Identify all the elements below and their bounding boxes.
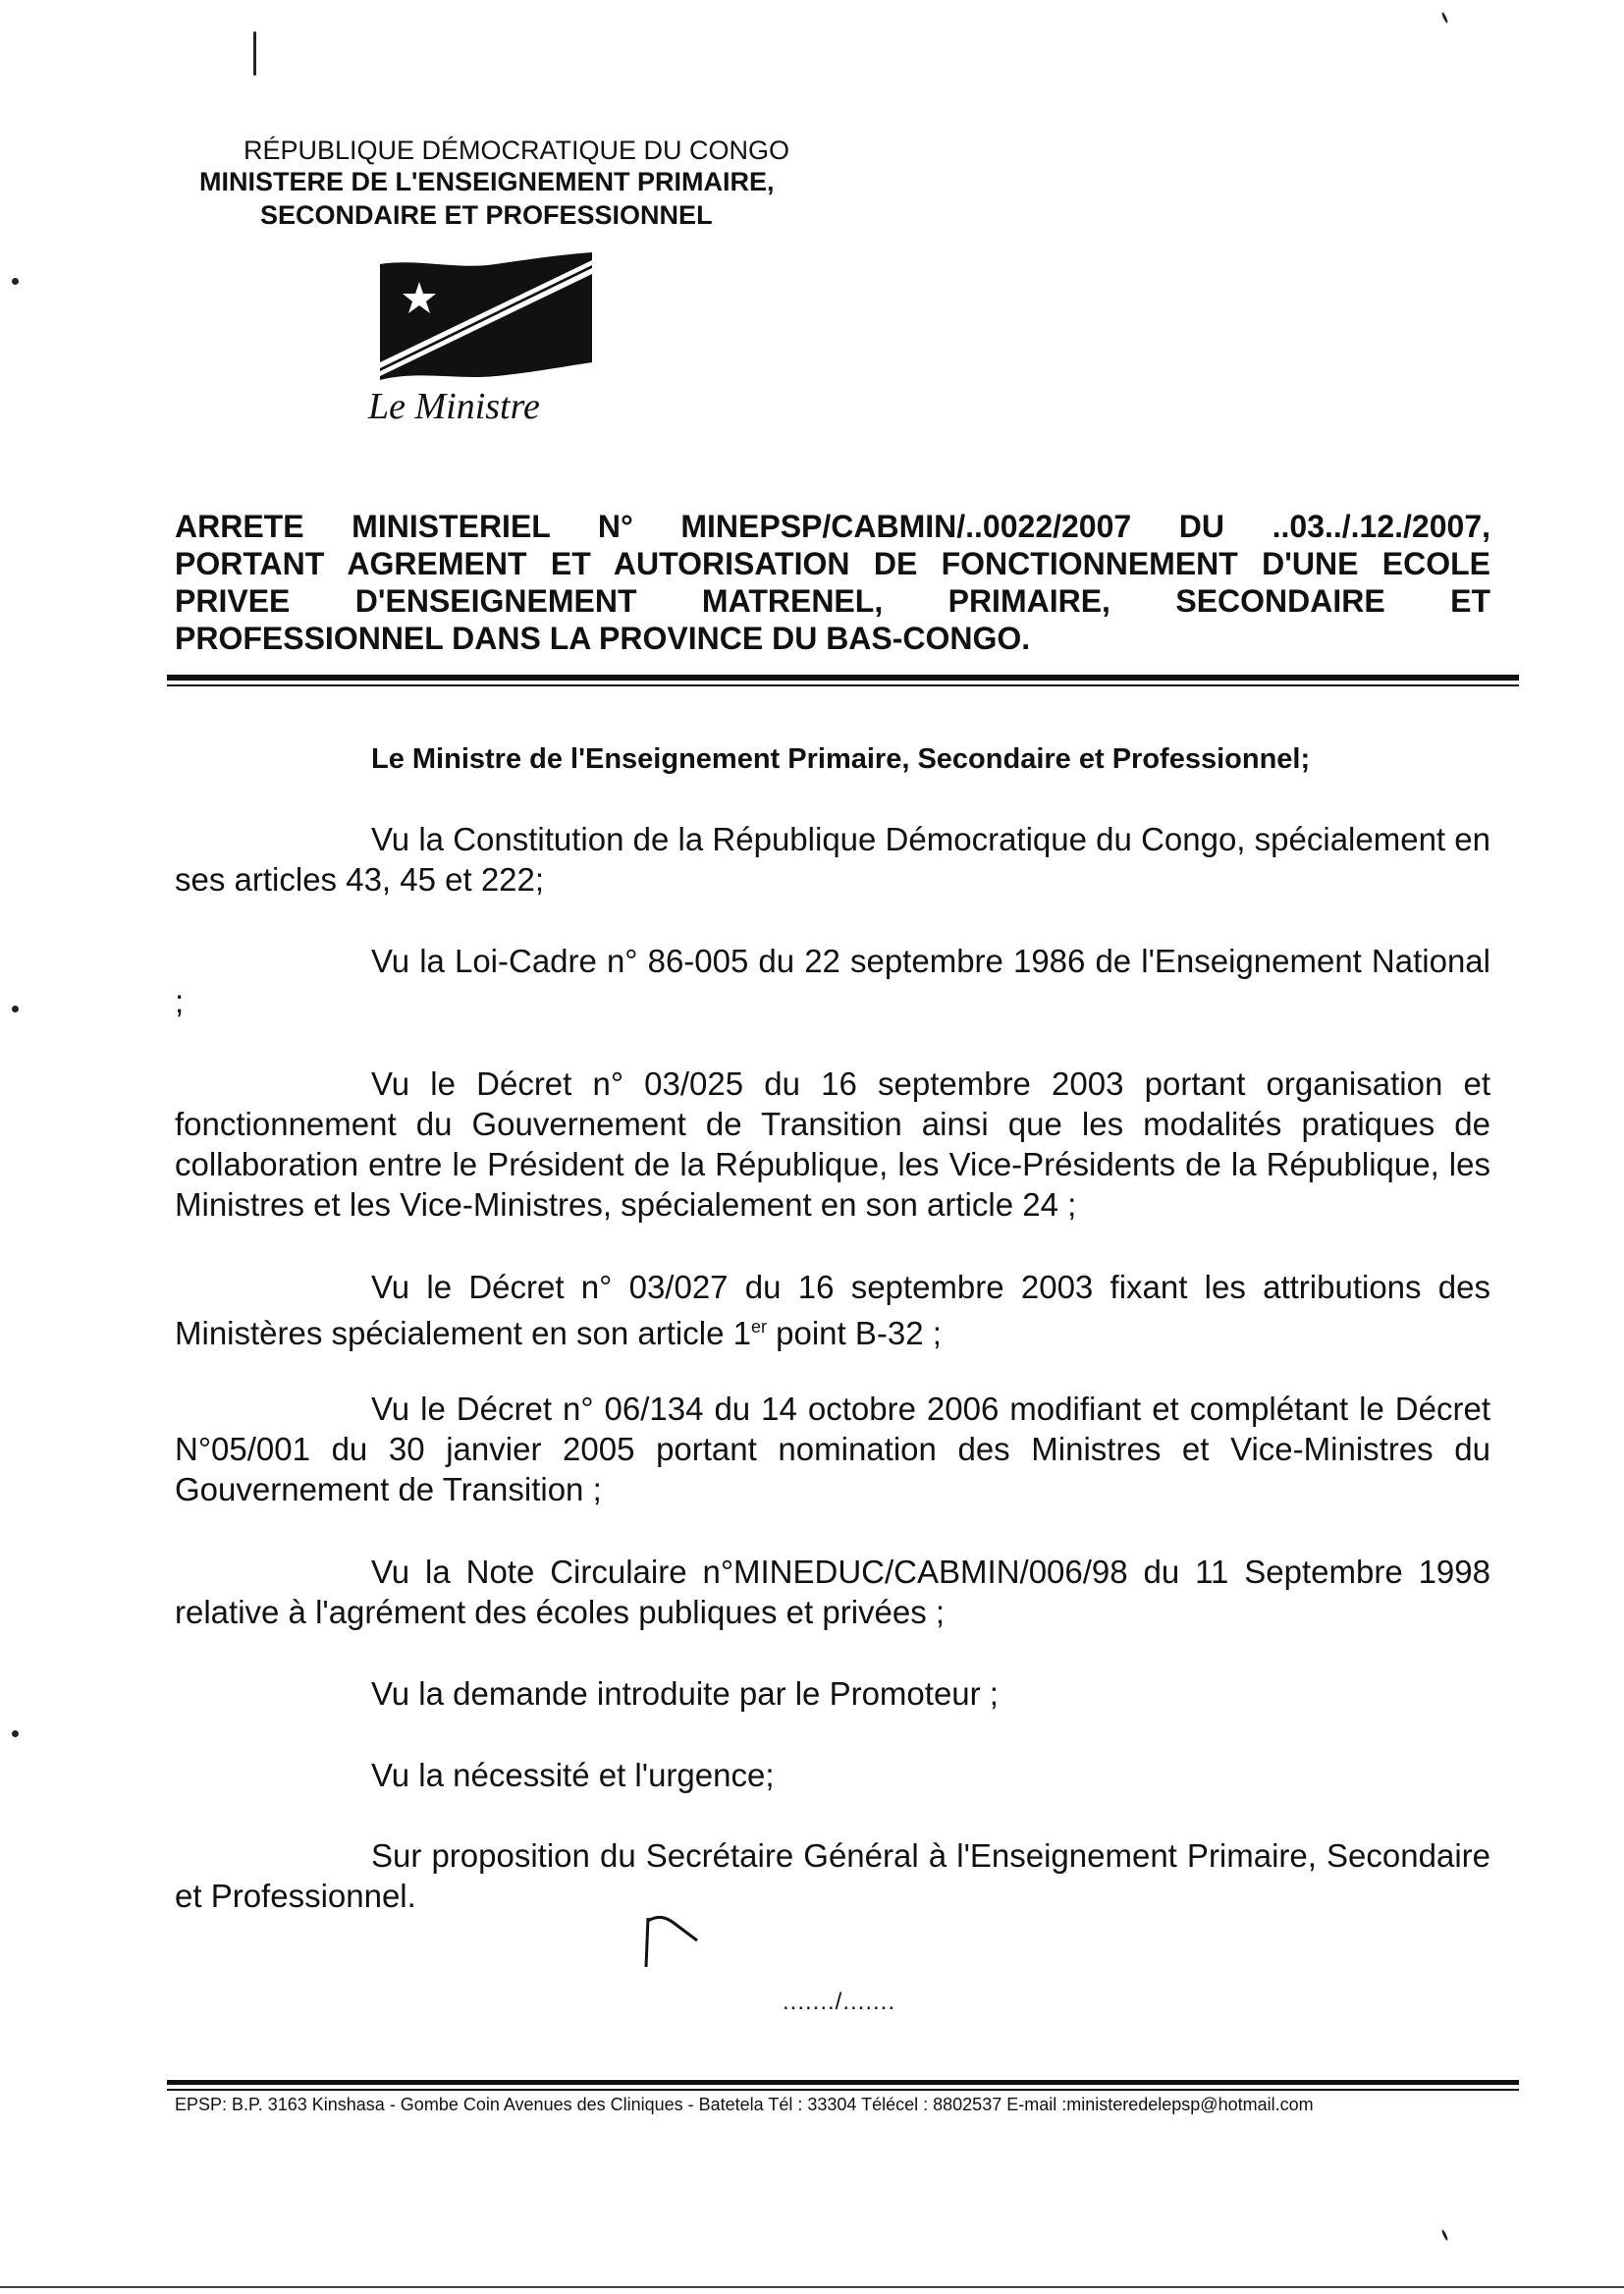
republic-name: RÉPUBLIQUE DÉMOCRATIQUE DU CONGO	[244, 136, 790, 165]
footer-contact: EPSP: B.P. 3163 Kinshasa - Gombe Coin Avenues des Cliniques - Batetela Tél : 33304 Télécel : 8802537 E-mail :ministeredelepsp@hotmail.com	[175, 2095, 1314, 2114]
divider-thin	[167, 684, 1519, 686]
footer-divider-thick	[167, 2080, 1519, 2085]
considerant-paragraph: Vu la nécessité et l'urgence;	[371, 1757, 775, 1793]
initials-mark	[638, 1913, 717, 1972]
scan-mark	[1441, 12, 1449, 24]
scan-speck	[12, 278, 19, 285]
signature-label: Le Ministre	[368, 386, 540, 427]
scan-mark	[253, 31, 256, 76]
considerant-paragraph: Vu la Constitution de la République Démocratique du Congo, spécialement en ses articles 43, 45 et 222;	[175, 821, 1490, 898]
considerant-paragraph: Vu le Décret n° 06/134 du 14 octobre 2006 modifiant et complétant le Décret N°05/001 du 30 janvier 2005 portant nomination des Ministres et Vice-Ministres du Gouvernement de Transition ;	[175, 1391, 1490, 1507]
title-line-3: PRIVEE D'ENSEIGNEMENT MATRENEL, PRIMAIRE, SECONDAIRE ET	[175, 583, 1490, 619]
considerant-paragraph: Vu la Note Circulaire n°MINEDUC/CABMIN/006/98 du 11 Septembre 1998 relative à l'agrément des écoles publiques et privées ;	[175, 1554, 1490, 1630]
ministry-name-line2: SECONDAIRE ET PROFESSIONNEL	[260, 200, 713, 230]
considerant-paragraph: Vu la demande introduite par le Promoteur ;	[371, 1675, 999, 1712]
scan-speck	[12, 1006, 19, 1012]
drc-flag-emblem	[378, 252, 596, 385]
scan-speck	[12, 1730, 19, 1737]
considerant-paragraph: Vu le Décret n° 03/025 du 16 septembre 2003 portant organisation et fonctionnement du Gouvernement de Transition ainsi que les modalités pratiques de collaboration entre le Président de la République, les Vice-Présidents de la République, les Ministres et les Vice-Ministres, spécialement en son article 24 ;	[175, 1065, 1490, 1223]
considerant-paragraph: Vu la Loi-Cadre n° 86-005 du 22 septembre 1986 de l'Enseignement National ;	[175, 943, 1490, 1019]
divider-thick	[167, 675, 1519, 681]
ministry-name-line1: MINISTERE DE L'ENSEIGNEMENT PRIMAIRE,	[199, 167, 775, 196]
page-continuation: ......./.......	[783, 1989, 896, 2015]
considerant-paragraph: Sur proposition du Secrétaire Général à l'Enseignement Primaire, Secondaire et Professionnel.	[175, 1837, 1490, 1914]
title-line-4: PROFESSIONNEL DANS LA PROVINCE DU BAS-CONGO.	[175, 621, 1031, 656]
scan-mark	[1441, 2229, 1449, 2241]
title-line-2: PORTANT AGREMENT ET AUTORISATION DE FONCTIONNEMENT D'UNE ECOLE	[175, 546, 1490, 581]
title-line-1: ARRETE MINISTERIEL N° MINEPSP/CABMIN/..0022/2007 DU ..03../.12./2007,	[175, 509, 1490, 544]
considerant-paragraph: Vu le Décret n° 03/027 du 16 septembre 2003 fixant les attributions des Ministères spécialement en son article 1er point B-32 ;	[175, 1269, 1490, 1351]
footer-divider-thin	[167, 2089, 1519, 2091]
decree-title	[175, 508, 1490, 657]
scan-edge-line	[0, 2286, 1624, 2288]
intro-line: Le Ministre de l'Enseignement Primaire, Secondaire et Professionnel;	[371, 743, 1311, 775]
